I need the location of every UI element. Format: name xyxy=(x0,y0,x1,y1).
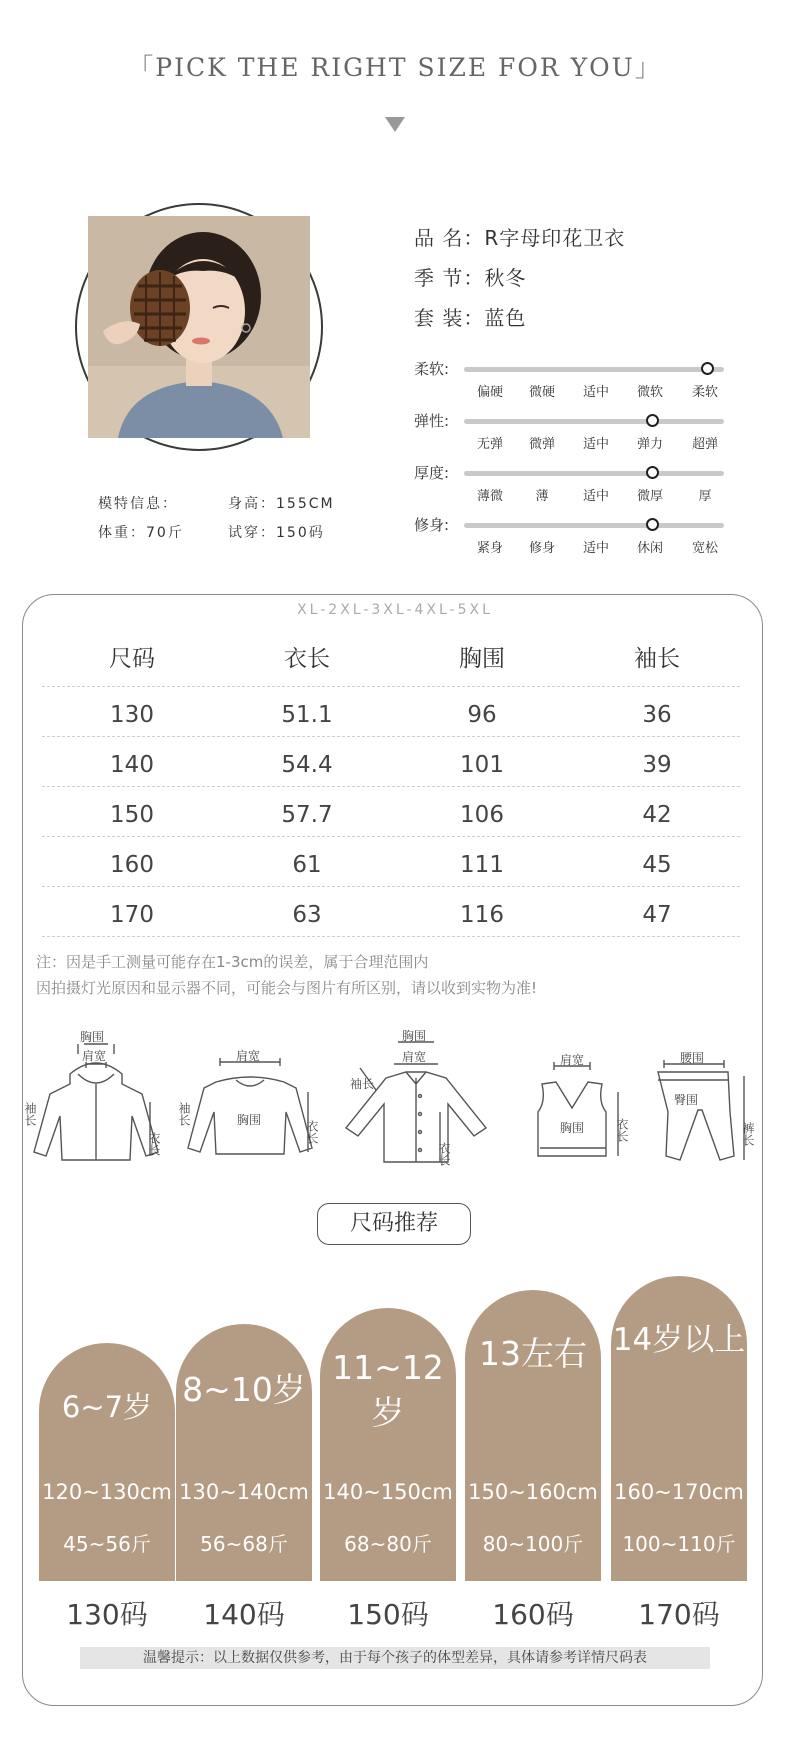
slider-option: 偏硬 xyxy=(476,385,503,400)
product-set-label: 套 装： xyxy=(414,306,485,330)
slider-track xyxy=(464,471,724,476)
shirt-length-label: 衣长 xyxy=(437,1142,451,1166)
product-name xyxy=(414,222,625,251)
size-recommend-card xyxy=(320,1308,456,1581)
slider-knob xyxy=(646,518,659,531)
slider-option: 休闲 xyxy=(636,541,663,556)
warm-tip: 温馨提示：以上数据仅供参考，由于每个孩子的体型差异，具体请参考详情尺码表 xyxy=(80,1647,710,1669)
slider-option: 适中 xyxy=(582,541,609,556)
recommend-age: 14岁以上 xyxy=(612,1322,746,1358)
header-chest: 胸围 xyxy=(459,646,505,672)
recommend-weight: 68~80斤 xyxy=(344,1532,432,1556)
page-title: 「PICK THE RIGHT SIZE FOR YOU」 xyxy=(128,53,662,82)
slider-option: 修身 xyxy=(528,541,555,556)
pants-waist-label: 腰围 xyxy=(680,1051,705,1065)
slider-knob xyxy=(701,362,714,375)
height-value: 155CM xyxy=(276,496,335,512)
header-sleeve: 袖长 xyxy=(634,646,680,672)
row-divider xyxy=(42,836,740,837)
jacket-chest-label: 胸围 xyxy=(80,1030,105,1044)
model-photo xyxy=(88,216,310,438)
recommend-age: 6~7岁 xyxy=(61,1390,153,1424)
slider-option: 紧身 xyxy=(476,541,503,556)
slider-knob xyxy=(646,466,659,479)
slider-option: 微厚 xyxy=(636,489,663,504)
recommend-size-code: 140码 xyxy=(203,1598,285,1631)
slider-track xyxy=(464,419,724,424)
slider-option: 薄 xyxy=(535,489,549,504)
table-cell: 96 xyxy=(467,702,497,728)
table-cell: 150 xyxy=(110,802,154,828)
slider-option: 适中 xyxy=(582,437,609,452)
try-label: 试穿： xyxy=(228,525,276,541)
product-set-value: 蓝色 xyxy=(484,306,527,330)
slider-option: 厚 xyxy=(698,489,712,504)
product-season xyxy=(414,262,526,291)
recommend-size-code: 150码 xyxy=(347,1598,429,1631)
table-cell: 45 xyxy=(642,852,672,878)
vest-diagram xyxy=(512,1032,632,1172)
slider-label: 弹性: xyxy=(414,412,450,430)
size-recommend-card xyxy=(39,1343,175,1581)
table-cell: 51.1 xyxy=(281,702,333,728)
row-divider xyxy=(42,786,740,787)
table-cell: 54.4 xyxy=(281,752,333,778)
slider-option: 柔软 xyxy=(691,385,718,400)
pants-diagram xyxy=(640,1032,760,1172)
slider-option: 宽松 xyxy=(691,541,718,556)
sweater-length-label: 衣长 xyxy=(305,1120,319,1144)
jacket-diagram xyxy=(23,1030,166,1172)
size-recommend-card xyxy=(611,1276,747,1581)
table-cell: 63 xyxy=(292,902,322,928)
slider-label: 厚度: xyxy=(414,464,450,482)
row-divider xyxy=(42,686,740,687)
slider-option: 薄微 xyxy=(476,489,503,504)
table-cell: 160 xyxy=(110,852,154,878)
vest-shoulder-label: 肩宽 xyxy=(560,1053,585,1067)
slider-option: 微弹 xyxy=(528,437,555,452)
shirt-chest-label: 胸围 xyxy=(402,1029,427,1043)
vest-length-label: 衣长 xyxy=(615,1118,629,1142)
slider-option: 微软 xyxy=(636,385,663,400)
recommend-height: 140~150cm xyxy=(323,1480,453,1504)
size-recommend-card xyxy=(176,1324,312,1581)
model-height xyxy=(228,493,335,513)
note-line-1: 注：因是手工测量可能存在1-3cm的误差，属于合理范围内 xyxy=(36,953,429,971)
jacket-shoulder-label: 肩宽 xyxy=(82,1049,107,1063)
recommend-age: 8~10岁 xyxy=(182,1370,306,1409)
table-cell: 57.7 xyxy=(281,802,333,828)
table-cell: 101 xyxy=(460,752,504,778)
jacket-length-label: 衣长 xyxy=(147,1132,161,1156)
recommend-age: 11~12岁 xyxy=(332,1348,444,1432)
slider-option: 弹力 xyxy=(636,437,663,452)
slider-label: 柔软: xyxy=(414,360,450,378)
slider-option: 无弹 xyxy=(476,437,503,452)
recommend-weight: 100~110斤 xyxy=(622,1532,736,1556)
slider-track xyxy=(464,367,724,372)
table-cell: 130 xyxy=(110,702,154,728)
product-name-label: 品 名： xyxy=(414,226,485,250)
product-season-label: 季 节： xyxy=(414,266,485,290)
recommend-weight: 45~56斤 xyxy=(63,1532,151,1556)
model-info-label: 模特信息： xyxy=(98,496,178,512)
table-cell: 140 xyxy=(110,752,154,778)
table-cell: 42 xyxy=(642,802,672,828)
recommend-size-code: 170码 xyxy=(638,1598,720,1631)
model-try-size xyxy=(228,522,325,542)
weight-label: 体重： xyxy=(98,525,146,541)
size-range-subtitle: XL-2XL-3XL-4XL-5XL xyxy=(297,602,493,618)
sweater-shoulder-label: 肩宽 xyxy=(236,1049,261,1063)
pants-hip-label: 臀围 xyxy=(674,1093,699,1107)
product-season-value: 秋冬 xyxy=(484,266,527,290)
slider-option: 适中 xyxy=(582,489,609,504)
weight-value: 70斤 xyxy=(146,525,184,541)
shirt-shoulder-label: 肩宽 xyxy=(402,1050,427,1064)
note-line-2: 因拍摄灯光原因和显示器不同，可能会与图片有所区别，请以收到实物为准! xyxy=(36,979,538,997)
table-cell: 47 xyxy=(642,902,672,928)
slider-option: 适中 xyxy=(582,385,609,400)
recommend-size-code: 130码 xyxy=(66,1598,148,1631)
row-divider xyxy=(42,936,740,937)
recommend-weight: 56~68斤 xyxy=(200,1532,288,1556)
slider-label: 修身: xyxy=(414,516,450,534)
recommend-age: 13左右 xyxy=(479,1334,587,1373)
shirt-diagram xyxy=(336,1029,496,1172)
model-weight xyxy=(98,522,184,542)
table-cell: 61 xyxy=(292,852,322,878)
table-cell: 106 xyxy=(460,802,504,828)
recommend-weight: 80~100斤 xyxy=(482,1532,584,1556)
try-value: 150码 xyxy=(276,525,325,541)
table-cell: 39 xyxy=(642,752,672,778)
shirt-sleeve-label: 袖长 xyxy=(350,1077,375,1091)
recommend-height: 130~140cm xyxy=(179,1480,309,1504)
slider-track xyxy=(464,523,724,528)
sweater-diagram xyxy=(177,1032,320,1172)
size-recommend-title: 尺码推荐 xyxy=(317,1203,471,1245)
product-set xyxy=(414,302,526,331)
sweater-chest-label: 胸围 xyxy=(237,1113,262,1127)
sweater-sleeve-label: 袖长 xyxy=(177,1102,191,1126)
row-divider xyxy=(42,736,740,737)
header-size: 尺码 xyxy=(109,646,155,672)
size-recommend-card xyxy=(465,1290,601,1581)
vest-chest-label: 胸围 xyxy=(560,1121,585,1135)
slider-option: 微硬 xyxy=(528,385,555,400)
product-name-value: R字母印花卫衣 xyxy=(484,226,626,250)
recommend-height: 160~170cm xyxy=(614,1480,744,1504)
row-divider xyxy=(42,886,740,887)
table-cell: 111 xyxy=(460,852,504,878)
pants-length-label: 裤长 xyxy=(741,1122,755,1146)
header-length: 衣长 xyxy=(284,646,330,672)
recommend-height: 120~130cm xyxy=(42,1480,172,1504)
table-cell: 116 xyxy=(460,902,504,928)
table-cell: 170 xyxy=(110,902,154,928)
down-arrow-icon xyxy=(385,117,405,132)
recommend-size-code: 160码 xyxy=(492,1598,574,1631)
slider-option: 超弹 xyxy=(691,437,718,452)
table-cell: 36 xyxy=(642,702,672,728)
recommend-height: 150~160cm xyxy=(468,1480,598,1504)
slider-knob xyxy=(646,414,659,427)
height-label: 身高： xyxy=(228,496,276,512)
jacket-sleeve-label: 袖长 xyxy=(23,1102,37,1126)
